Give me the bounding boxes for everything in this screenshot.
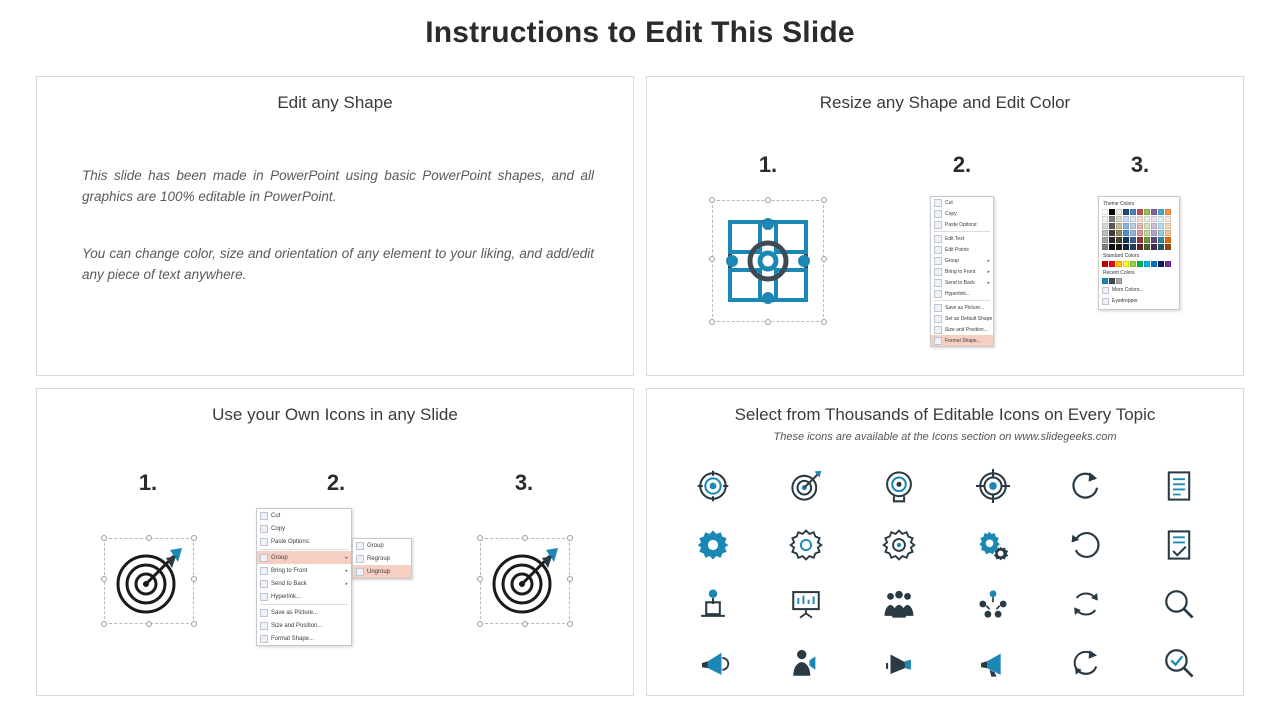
color-swatch[interactable] xyxy=(1158,261,1164,267)
theme-color-row[interactable] xyxy=(1102,216,1176,222)
chevron-right-icon: ▸ xyxy=(345,580,348,587)
context-menu-item-label: Format Shape... xyxy=(945,337,981,344)
resize-step-number-3: 3. xyxy=(1130,152,1150,177)
theme-color-row[interactable] xyxy=(1102,223,1176,229)
send-to-back-icon xyxy=(934,279,942,287)
edit-text-icon xyxy=(934,235,942,243)
color-swatch[interactable] xyxy=(1130,261,1136,267)
theme-color-row[interactable] xyxy=(1102,209,1176,215)
own-icons-step-number-2: 2. xyxy=(326,470,346,495)
context-menu-item[interactable] xyxy=(931,208,993,219)
group-submenu[interactable] xyxy=(352,538,412,579)
selection-handle-nw[interactable] xyxy=(477,535,483,541)
context-menu-item-format-shape[interactable] xyxy=(931,335,993,346)
selection-handle-ne[interactable] xyxy=(191,535,197,541)
size-position-icon xyxy=(934,326,942,334)
dartboard-figure-ungrouped[interactable] xyxy=(480,538,570,624)
eyedropper-label: Eyedropper xyxy=(1112,298,1138,304)
document-list-icon[interactable] xyxy=(1162,469,1196,503)
color-swatch[interactable] xyxy=(1109,278,1115,284)
color-swatch[interactable] xyxy=(1158,209,1164,215)
eyedropper-option[interactable] xyxy=(1102,296,1176,306)
selection-handle-s[interactable] xyxy=(146,621,152,627)
color-swatch[interactable] xyxy=(1151,261,1157,267)
context-menu-item[interactable] xyxy=(931,313,993,324)
submenu-item-label: Group xyxy=(367,542,384,549)
color-swatch[interactable] xyxy=(1102,223,1108,229)
refresh-arrow-icon[interactable] xyxy=(1069,469,1103,503)
panel-title-edit-shape: Edit any Shape xyxy=(277,93,393,112)
chevron-right-icon: ▸ xyxy=(987,279,990,286)
context-menu-item-label: Paste Options: xyxy=(945,221,978,228)
target-trophy-icon[interactable] xyxy=(882,469,916,503)
color-swatch[interactable] xyxy=(1144,223,1150,229)
context-menu-item-label: Paste Options: xyxy=(271,538,311,545)
color-swatch[interactable] xyxy=(1102,216,1108,222)
color-swatch[interactable] xyxy=(1109,261,1115,267)
selection-handle-ne[interactable] xyxy=(567,535,573,541)
color-swatch[interactable] xyxy=(1144,237,1150,243)
context-menu-separator xyxy=(934,231,990,232)
color-swatch[interactable] xyxy=(1137,244,1143,250)
paste-icon xyxy=(260,538,268,546)
copy-icon xyxy=(260,525,268,533)
color-swatch[interactable] xyxy=(1123,261,1129,267)
panel-edit-any-shape xyxy=(36,76,634,376)
submenu-item-label: Ungroup xyxy=(367,568,391,575)
context-menu-item-label: Send to Back xyxy=(271,580,307,587)
selection-handle-w[interactable] xyxy=(709,256,715,262)
gear-solid-icon[interactable] xyxy=(696,528,730,562)
context-menu-item-label: Send to Back xyxy=(945,279,975,286)
context-menu-item[interactable] xyxy=(257,522,351,535)
rotate-arrow-icon[interactable] xyxy=(1069,528,1103,562)
selection-handle-sw[interactable] xyxy=(709,319,715,325)
panel-title-resize: Resize any Shape and Edit Color xyxy=(819,93,1071,112)
context-menu-separator xyxy=(260,549,348,550)
selection-handle-sw[interactable] xyxy=(101,621,107,627)
color-swatch[interactable] xyxy=(1102,278,1108,284)
ungroup-icon xyxy=(356,568,364,576)
editable-target-shape-icon xyxy=(722,212,814,310)
color-swatch[interactable] xyxy=(1165,261,1171,267)
context-menu-item-label: Edit Points xyxy=(945,246,969,253)
context-menu-item-label: Bring to Front xyxy=(945,268,976,275)
color-swatch[interactable] xyxy=(1130,244,1136,250)
color-swatch[interactable] xyxy=(1109,230,1115,236)
edit-shape-paragraph-2: You can change color, size and orientation of any element to your liking, and add/edit any piece of text anywhere. xyxy=(82,246,594,282)
selection-handle-nw[interactable] xyxy=(101,535,107,541)
panel-title-select-icons: Select from Thousands of Editable Icons on Every Topic xyxy=(734,405,1156,424)
presentation-board-icon[interactable] xyxy=(789,587,823,621)
color-swatch[interactable] xyxy=(1109,209,1115,215)
chevron-right-icon: ▸ xyxy=(987,268,990,275)
color-swatch[interactable] xyxy=(1123,244,1129,250)
megaphone-left-icon[interactable] xyxy=(696,646,730,680)
group-icon xyxy=(356,542,364,550)
submenu-item-group[interactable] xyxy=(353,539,411,552)
context-menu-item[interactable] xyxy=(257,619,351,632)
eyedropper-icon xyxy=(1102,298,1109,305)
color-swatch[interactable] xyxy=(1151,216,1157,222)
gear-settings-icon[interactable] xyxy=(882,528,916,562)
color-swatch[interactable] xyxy=(1109,237,1115,243)
color-swatch[interactable] xyxy=(1144,216,1150,222)
size-position-icon xyxy=(260,622,268,630)
context-menu-item-label: Save as Picture... xyxy=(945,304,985,311)
edit-shape-paragraph-1: This slide has been made in PowerPoint using basic PowerPoint shapes, and all graphics are 100% editable in PowerPoint. xyxy=(82,168,594,204)
theme-colors-label: Theme Colors xyxy=(1103,201,1135,207)
send-to-back-icon xyxy=(260,580,268,588)
context-menu-item[interactable] xyxy=(257,606,351,619)
context-menu-item-label: Copy xyxy=(271,525,286,532)
more-colors-label: More Colors... xyxy=(1112,287,1144,293)
document-check-icon[interactable] xyxy=(1162,528,1196,562)
hyperlink-icon xyxy=(934,290,942,298)
save-picture-icon xyxy=(260,609,268,617)
selection-handle-ne[interactable] xyxy=(821,197,827,203)
color-swatch[interactable] xyxy=(1144,230,1150,236)
color-swatch[interactable] xyxy=(1123,237,1129,243)
context-menu-item[interactable] xyxy=(931,324,993,335)
color-swatch[interactable] xyxy=(1158,237,1164,243)
color-swatch[interactable] xyxy=(1116,209,1122,215)
color-swatch[interactable] xyxy=(1102,261,1108,267)
regroup-icon xyxy=(356,555,364,563)
context-menu-item[interactable] xyxy=(931,219,993,230)
context-menu-item-label: Set as Default Shape xyxy=(945,315,993,322)
standard-colors-label: Standard Colors xyxy=(1103,253,1140,259)
color-swatch[interactable] xyxy=(1151,209,1157,215)
submenu-item-regroup[interactable] xyxy=(353,552,411,565)
selection-handle-w[interactable] xyxy=(477,576,483,582)
context-menu-item[interactable] xyxy=(931,277,993,288)
own-icons-step-number-3: 3. xyxy=(514,470,534,495)
color-swatch[interactable] xyxy=(1130,237,1136,243)
selection-handle-n[interactable] xyxy=(146,535,152,541)
paste-icon xyxy=(934,221,942,229)
context-menu-separator xyxy=(260,604,348,605)
people-group-icon[interactable] xyxy=(882,587,916,621)
own-icons-step-number-1: 1. xyxy=(138,470,158,495)
selection-handle-s[interactable] xyxy=(522,621,528,627)
context-menu-item[interactable] xyxy=(257,577,351,590)
color-swatch[interactable] xyxy=(1116,278,1122,284)
selection-handle-n[interactable] xyxy=(522,535,528,541)
selection-handle-se[interactable] xyxy=(821,319,827,325)
color-swatch[interactable] xyxy=(1123,230,1129,236)
dartboard-figure-unselected[interactable] xyxy=(104,538,194,624)
context-menu-item[interactable] xyxy=(257,509,351,522)
color-swatch[interactable] xyxy=(1151,237,1157,243)
context-menu-item[interactable] xyxy=(931,197,993,208)
color-swatch[interactable] xyxy=(1158,230,1164,236)
context-menu-item[interactable] xyxy=(257,590,351,603)
color-swatch[interactable] xyxy=(1109,216,1115,222)
selection-handle-sw[interactable] xyxy=(477,621,483,627)
color-swatch[interactable] xyxy=(1165,223,1171,229)
color-swatch[interactable] xyxy=(1123,209,1129,215)
color-swatch[interactable] xyxy=(1144,261,1150,267)
theme-color-row[interactable] xyxy=(1102,237,1176,243)
context-menu-item-label: Cut xyxy=(271,512,281,519)
selection-handle-w[interactable] xyxy=(101,576,107,582)
context-menu-item[interactable] xyxy=(931,302,993,313)
color-swatch[interactable] xyxy=(1116,223,1122,229)
context-menu-item[interactable] xyxy=(931,233,993,244)
submenu-item-label: Regroup xyxy=(367,555,391,562)
color-swatch[interactable] xyxy=(1116,244,1122,250)
selection-handle-e[interactable] xyxy=(567,576,573,582)
panel-subtitle-select-icons: These icons are available at the Icons section on www.slidegeeks.com xyxy=(773,431,1117,443)
color-swatch[interactable] xyxy=(1165,237,1171,243)
target-crosshair-icon[interactable] xyxy=(696,469,730,503)
gear-outline-icon[interactable] xyxy=(789,528,823,562)
color-swatch[interactable] xyxy=(1151,244,1157,250)
color-swatch[interactable] xyxy=(1137,261,1143,267)
color-swatch[interactable] xyxy=(1151,230,1157,236)
context-menu-item-label: Size and Position... xyxy=(271,622,323,629)
context-menu-item-group[interactable] xyxy=(257,551,351,564)
recent-color-row[interactable] xyxy=(1102,278,1176,284)
selection-handle-nw[interactable] xyxy=(709,197,715,203)
context-menu-item-label: Format Shape... xyxy=(271,635,315,642)
hyperlink-icon xyxy=(260,593,268,601)
person-podium-icon[interactable] xyxy=(696,587,730,621)
context-menu-item[interactable] xyxy=(257,632,351,645)
context-menu-item[interactable] xyxy=(931,255,993,266)
context-menu-item-label: Bring to Front xyxy=(271,567,308,574)
selection-handle-se[interactable] xyxy=(567,621,573,627)
context-menu-item[interactable] xyxy=(931,288,993,299)
edit-points-icon xyxy=(934,246,942,254)
color-swatch[interactable] xyxy=(1116,230,1122,236)
dartboard-arrow-icon xyxy=(488,544,564,618)
color-swatch[interactable] xyxy=(1130,223,1136,229)
submenu-item-ungroup[interactable] xyxy=(353,565,411,578)
more-colors-icon xyxy=(1102,287,1109,294)
color-picker-palette[interactable] xyxy=(1098,196,1180,310)
color-swatch[interactable] xyxy=(1158,223,1164,229)
context-menu-item[interactable] xyxy=(931,266,993,277)
recent-colors-label: Recent Colors xyxy=(1103,270,1135,276)
color-swatch[interactable] xyxy=(1144,209,1150,215)
color-swatch[interactable] xyxy=(1137,223,1143,229)
color-swatch[interactable] xyxy=(1109,244,1115,250)
theme-color-row[interactable] xyxy=(1102,230,1176,236)
selection-handle-se[interactable] xyxy=(191,621,197,627)
magnifier-check-icon[interactable] xyxy=(1162,646,1196,680)
color-swatch[interactable] xyxy=(1102,244,1108,250)
color-swatch[interactable] xyxy=(1130,209,1136,215)
team-meeting-icon[interactable] xyxy=(976,587,1010,621)
context-menu-item-label: Size and Position... xyxy=(945,326,988,333)
selection-handle-e[interactable] xyxy=(191,576,197,582)
cycle-arrows-icon[interactable] xyxy=(1069,587,1103,621)
magnifier-icon[interactable] xyxy=(1162,587,1196,621)
megaphone-right-icon[interactable] xyxy=(882,646,916,680)
color-swatch[interactable] xyxy=(1109,223,1115,229)
color-swatch[interactable] xyxy=(1151,223,1157,229)
standard-color-row[interactable] xyxy=(1102,261,1176,267)
shape-context-menu[interactable] xyxy=(930,196,994,347)
circular-arrows-icon[interactable] xyxy=(1069,646,1103,680)
target-dart-icon[interactable] xyxy=(789,469,823,503)
bring-to-front-icon xyxy=(934,268,942,276)
color-swatch[interactable] xyxy=(1130,230,1136,236)
context-menu-item[interactable] xyxy=(257,564,351,577)
person-speaker-icon[interactable] xyxy=(789,646,823,680)
context-menu-item-label: Hyperlink... xyxy=(945,290,971,297)
chevron-right-icon: ▸ xyxy=(345,554,348,561)
format-shape-icon xyxy=(934,337,942,345)
context-menu-separator xyxy=(934,300,990,301)
color-swatch[interactable] xyxy=(1137,230,1143,236)
gears-pair-icon[interactable] xyxy=(976,528,1010,562)
context-menu-item[interactable] xyxy=(931,244,993,255)
save-picture-icon xyxy=(934,304,942,312)
context-menu-item-label: Copy xyxy=(945,210,957,217)
color-swatch[interactable] xyxy=(1158,244,1164,250)
color-swatch[interactable] xyxy=(1123,216,1129,222)
color-swatch[interactable] xyxy=(1158,216,1164,222)
context-menu-item-label: Group xyxy=(945,257,959,264)
icon-library-grid xyxy=(666,456,1226,692)
color-swatch[interactable] xyxy=(1130,216,1136,222)
context-menu-item-label: Hyperlink... xyxy=(271,593,302,600)
color-swatch[interactable] xyxy=(1123,223,1129,229)
format-shape-icon xyxy=(260,635,268,643)
color-swatch[interactable] xyxy=(1116,237,1122,243)
color-swatch[interactable] xyxy=(1116,216,1122,222)
more-colors-option[interactable] xyxy=(1102,285,1176,295)
group-icon xyxy=(934,257,942,265)
selection-handle-e[interactable] xyxy=(821,256,827,262)
color-swatch[interactable] xyxy=(1137,216,1143,222)
color-swatch[interactable] xyxy=(1102,237,1108,243)
megaphone-announce-icon[interactable] xyxy=(976,646,1010,680)
color-swatch[interactable] xyxy=(1116,261,1122,267)
color-swatch[interactable] xyxy=(1165,216,1171,222)
selection-handle-s[interactable] xyxy=(765,319,771,325)
color-swatch[interactable] xyxy=(1165,209,1171,215)
target-scope-icon[interactable] xyxy=(976,469,1010,503)
theme-color-row[interactable] xyxy=(1102,244,1176,250)
color-swatch[interactable] xyxy=(1102,209,1108,215)
selected-shape-figure[interactable] xyxy=(712,200,824,322)
bring-to-front-icon xyxy=(260,567,268,575)
color-swatch[interactable] xyxy=(1102,230,1108,236)
context-menu-item-label: Group xyxy=(271,554,288,561)
default-shape-icon xyxy=(934,315,942,323)
copy-icon xyxy=(934,210,942,218)
color-swatch[interactable] xyxy=(1144,244,1150,250)
color-swatch[interactable] xyxy=(1137,209,1143,215)
icon-context-menu[interactable] xyxy=(256,508,352,646)
resize-step-number-2: 2. xyxy=(952,152,972,177)
context-menu-item-label: Cut xyxy=(945,199,953,206)
dartboard-arrow-icon xyxy=(112,544,188,618)
group-icon xyxy=(260,554,268,562)
selection-handle-n[interactable] xyxy=(765,197,771,203)
context-menu-item-label: Edit Text xyxy=(945,235,965,242)
chevron-right-icon: ▸ xyxy=(345,567,348,574)
color-swatch[interactable] xyxy=(1165,244,1171,250)
cut-icon xyxy=(260,512,268,520)
panel-title-own-icons: Use your Own Icons in any Slide xyxy=(212,405,458,424)
context-menu-item[interactable] xyxy=(257,535,351,548)
resize-step-number-1: 1. xyxy=(758,152,778,177)
color-swatch[interactable] xyxy=(1137,237,1143,243)
cut-icon xyxy=(934,199,942,207)
page-title: Instructions to Edit This Slide xyxy=(425,16,855,49)
chevron-right-icon: ▸ xyxy=(987,257,990,264)
color-swatch[interactable] xyxy=(1165,230,1171,236)
context-menu-item-label: Save as Picture... xyxy=(271,609,319,616)
